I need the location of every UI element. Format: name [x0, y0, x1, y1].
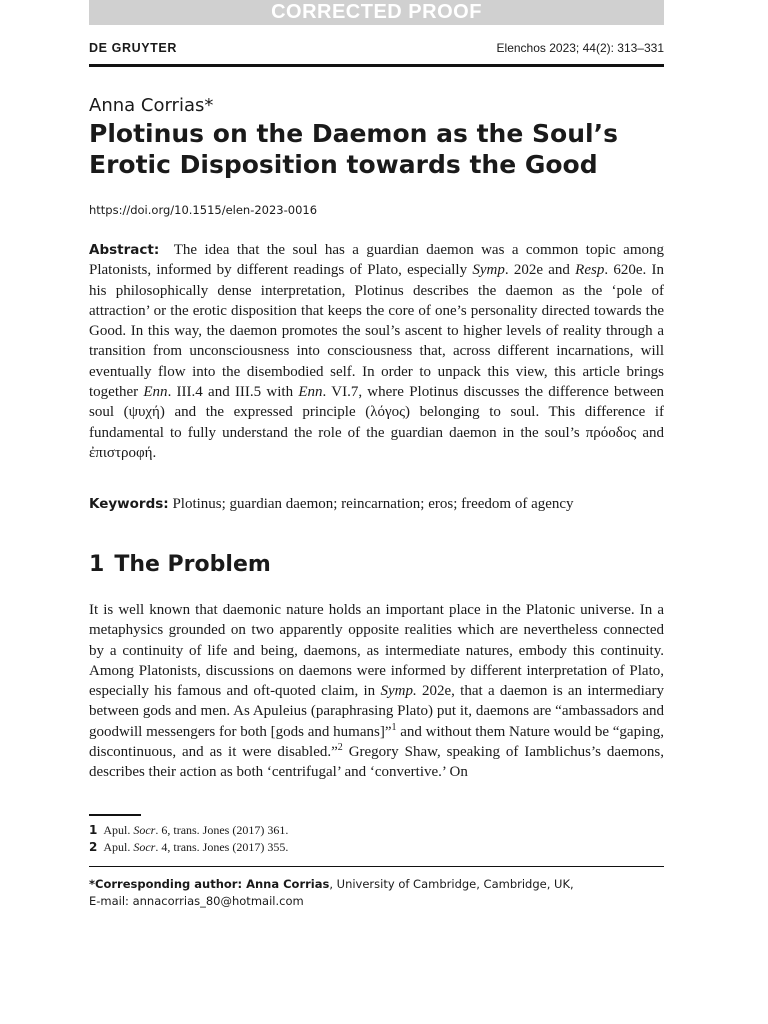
- section-heading: [89, 552, 271, 577]
- abstract-text: The idea that the soul has a guardian daemon was a common topic among Platonists, informed by different readings of Plato, especially: [89, 242, 664, 279]
- body-text: Gregory Shaw, speaking of Iamblichus’s daemons, describes their action as both ‘centrifugal’ and ‘convertive.’ On: [89, 744, 664, 781]
- footnotes: [89, 822, 664, 856]
- footnote-number: 1: [89, 823, 98, 837]
- keywords: [89, 494, 664, 514]
- footnote-italic: Socr: [133, 823, 156, 837]
- footnote-ref-1[interactable]: 1: [391, 721, 397, 733]
- keywords-text: Plotinus; guardian daemon; reincarnation; eros; freedom of agency: [172, 496, 574, 512]
- corresponding-author-label: *Corresponding author: Anna Corrias: [89, 877, 330, 891]
- footnote-rule: [89, 814, 141, 816]
- body-paragraph: [89, 600, 664, 783]
- abstract-text: . VI.7, where Plotinus discusses the difference between soul (ψυχή) and the expressed principle (λόγος) belonging to soul. This difference if fundamental to fully understand the role of the guardian daemon in the soul’s πρόοδος and ἐπιστροφή.: [89, 384, 664, 461]
- affiliation: , University of Cambridge, Cambridge, UK,: [329, 877, 574, 891]
- abstract-text: . 620e. In his philosophically dense interpretation, Plotinus describes the daemon as the ‘pole of attraction’ or the erotic disposition that keeps the core of one’s personality directed towards the Good. In this way, the daemon promotes the soul’s ascent to higher levels of reality through a transition from unconsciousness into consciousness that, across different incarnations, will eventually flow into the disembodied self. In order to unpack this view, this article brings together: [89, 262, 664, 401]
- abstract-italic: Enn: [298, 384, 323, 401]
- keywords-label: Keywords:: [89, 496, 169, 512]
- footnote-item: [89, 839, 664, 856]
- abstract-italic: Symp: [472, 262, 505, 279]
- author-email[interactable]: E-mail: annacorrias_80@hotmail.com: [89, 894, 304, 908]
- header-rule: [89, 64, 664, 67]
- footnote-text: . 6, trans. Jones (2017) 361.: [155, 823, 289, 837]
- section-number: 1: [89, 552, 105, 577]
- body-text: 202e, that a daemon is an intermediary between gods and men. As Apuleius (paraphrasing Plato) put it, daemons are “ambassadors and goodwill messengers for both [gods and humans]”: [89, 683, 665, 740]
- footnote-text: Apul.: [103, 840, 134, 854]
- running-header: [89, 40, 664, 58]
- footnote-number: 2: [89, 840, 98, 854]
- doi-link[interactable]: https://doi.org/10.1515/elen-2023-0016: [89, 203, 318, 217]
- publisher-name: DE GRUYTER: [89, 41, 177, 55]
- corrected-proof-banner: CORRECTED PROOF: [89, 0, 664, 25]
- author-name: Anna Corrias*: [89, 95, 214, 116]
- footnote-text: . 4, trans. Jones (2017) 355.: [155, 840, 289, 854]
- section-title-text: The Problem: [114, 552, 271, 577]
- footnote-ref-2[interactable]: 2: [337, 742, 343, 754]
- abstract-text: . III.4 and III.5 with: [167, 384, 299, 401]
- footnote-italic: Socr: [133, 840, 156, 854]
- abstract-label: Abstract:: [89, 242, 160, 258]
- footnote-text: Apul.: [103, 823, 134, 837]
- body-italic: Symp.: [380, 683, 417, 700]
- abstract: [89, 240, 664, 463]
- body-text: and without them Nature would be “gaping, discontinuous, and as it were disabled.”: [89, 723, 664, 761]
- journal-citation: Elenchos 2023; 44(2): 313–331: [496, 41, 664, 55]
- footnote-item: [89, 822, 664, 839]
- abstract-text: . 202e and: [504, 262, 576, 279]
- abstract-italic: Resp: [575, 262, 605, 279]
- correspondence-rule: [89, 866, 664, 867]
- abstract-italic: Enn: [143, 384, 168, 401]
- body-text: It is well known that daemonic nature holds an important place in the Platonic universe. In a metaphysics grounded on two apparently opposite realities which are nevertheless connected by a continuity of life and being, daemons, as intermediate natures, embody this continuity. Among Platonists, discussions on daemons were informed by different interpretation of Plato, especially his famous and oft-quoted claim, in: [89, 602, 664, 700]
- correspondence-block: [89, 876, 664, 910]
- article-title: Plotinus on the Daemon as the Soul’s Erotic Disposition towards the Good: [89, 119, 618, 179]
